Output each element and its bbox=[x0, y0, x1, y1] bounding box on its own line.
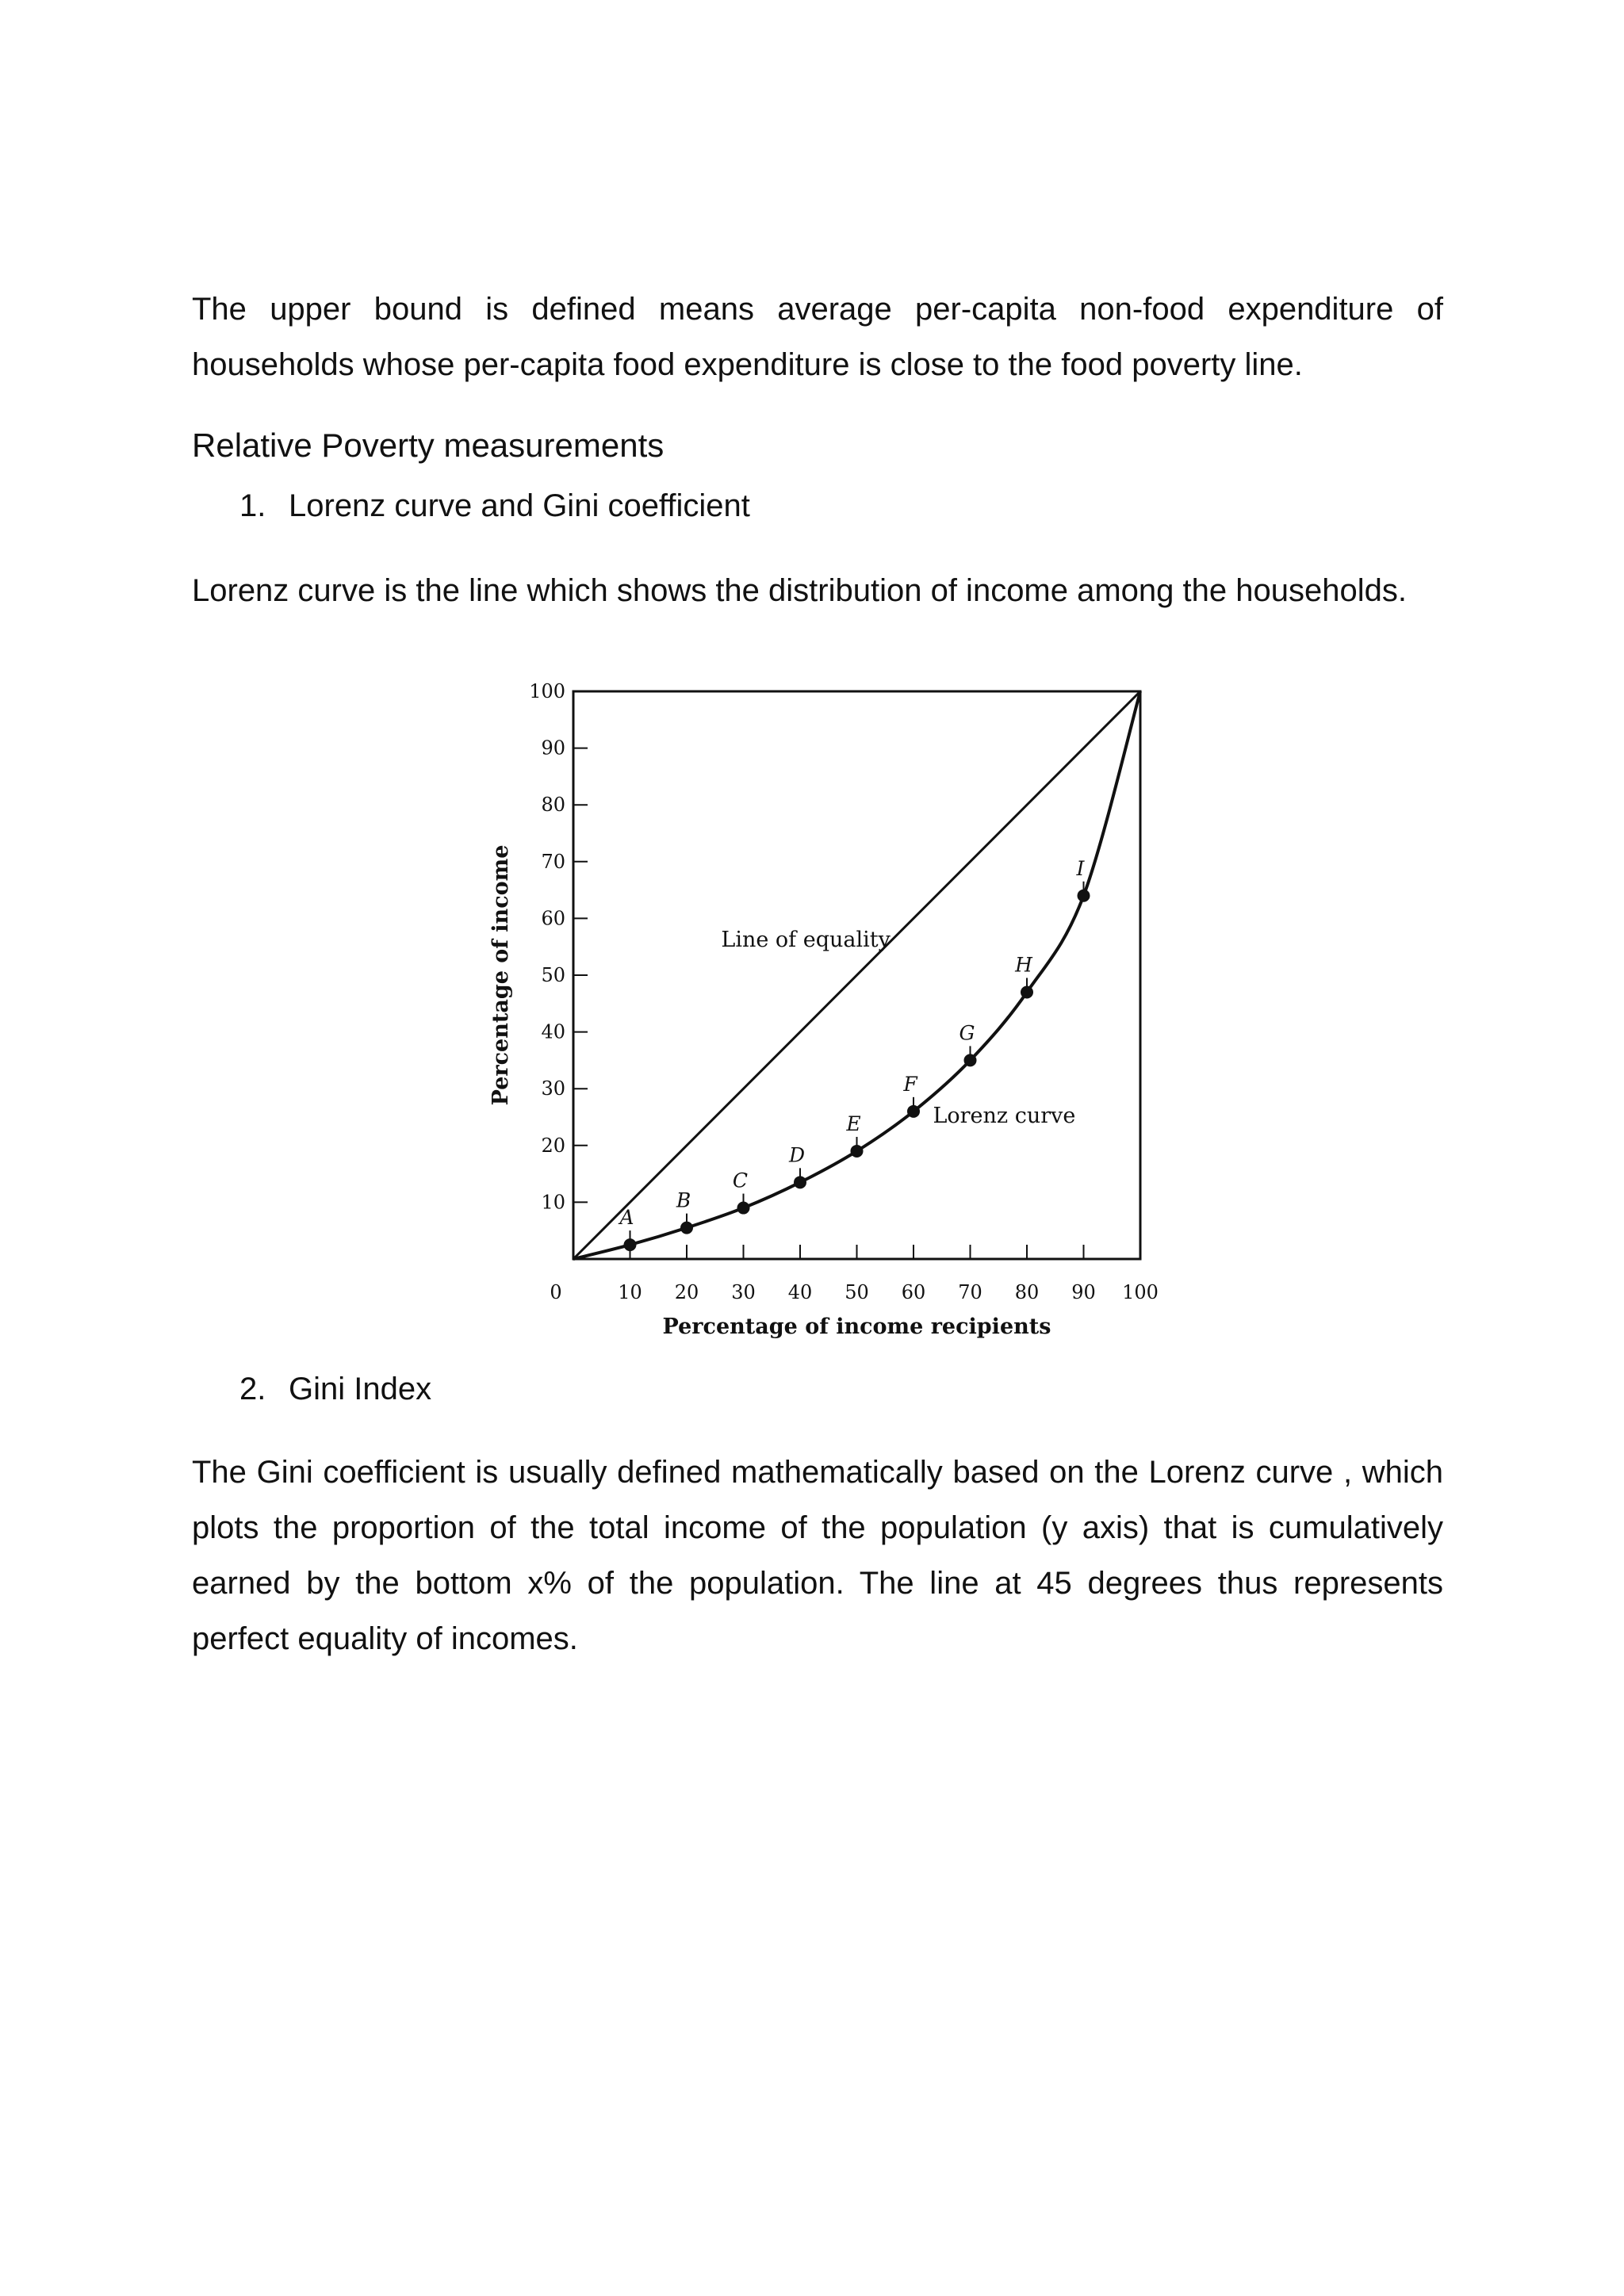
y-axis-title: Percentage of income bbox=[488, 844, 513, 1106]
y-tick-label: 50 bbox=[541, 964, 565, 986]
point-label-d: D bbox=[788, 1143, 806, 1167]
point-label-i: I bbox=[1076, 856, 1085, 880]
x-tick-label: 10 bbox=[618, 1281, 642, 1303]
y-tick-label: 30 bbox=[541, 1077, 565, 1100]
point-label-b: B bbox=[676, 1188, 691, 1212]
annotation-1: Lorenz curve bbox=[933, 1104, 1076, 1129]
points-layer bbox=[618, 857, 1090, 1251]
point-marker-e bbox=[851, 1145, 864, 1158]
y-tick-label: 10 bbox=[541, 1191, 565, 1214]
y-tick-label: 100 bbox=[529, 680, 565, 702]
point-marker-f bbox=[907, 1105, 920, 1118]
point-label-f: F bbox=[903, 1072, 917, 1096]
point-label-g: G bbox=[959, 1021, 975, 1045]
y-axis-ticks bbox=[529, 680, 588, 1213]
y-tick-label: 70 bbox=[541, 850, 565, 873]
point-label-h: H bbox=[1015, 953, 1032, 977]
x-tick-label: 60 bbox=[901, 1281, 926, 1303]
x-tick-label: 40 bbox=[787, 1281, 813, 1303]
list-text: Gini Index bbox=[289, 1372, 432, 1406]
x-tick-label: 90 bbox=[1071, 1281, 1096, 1303]
lorenz-definition-paragraph: Lorenz curve is the line which shows the distribution of income among the households. bbox=[192, 573, 1407, 608]
point-marker-h bbox=[1021, 985, 1033, 998]
list-text: Lorenz curve and Gini coefficient bbox=[289, 488, 750, 523]
point-label-e: E bbox=[846, 1112, 861, 1135]
x-tick-label: 50 bbox=[845, 1281, 869, 1303]
point-marker-g bbox=[964, 1054, 977, 1066]
list-item-2 bbox=[239, 1372, 431, 1407]
line-of-equality bbox=[573, 691, 1140, 1259]
x-tick-label: 100 bbox=[1122, 1281, 1159, 1303]
series-layer bbox=[573, 691, 1140, 1259]
point-marker-d bbox=[794, 1176, 806, 1188]
list-number: 2. bbox=[239, 1372, 266, 1406]
point-marker-a bbox=[624, 1238, 637, 1251]
section-heading: Relative Poverty measurements bbox=[192, 427, 665, 464]
x-tick-label: 30 bbox=[731, 1281, 756, 1303]
intro-paragraph: The upper bound is defined means average per-capita non-food expenditure of households whose per-capita food expenditure is close to the food poverty line. bbox=[192, 292, 1443, 382]
y-tick-label: 20 bbox=[541, 1134, 565, 1157]
list-number: 1. bbox=[239, 488, 266, 523]
list-item-1 bbox=[239, 488, 750, 524]
point-label-a: A bbox=[619, 1206, 634, 1230]
x-tick-label: 80 bbox=[1014, 1281, 1040, 1303]
x-tick-label: 20 bbox=[674, 1281, 699, 1303]
y-tick-label: 90 bbox=[541, 737, 565, 760]
x-tick-label: 70 bbox=[958, 1281, 982, 1303]
x-tick-label: 0 bbox=[550, 1281, 562, 1303]
point-marker-i bbox=[1078, 890, 1090, 902]
gini-paragraph: The Gini coefficient is usually defined mathematically based on the Lorenz curve , which plots the proportion of the total income of the population (y axis) that is cumulatively earned by the bottom x% of the population. The line at 45 degrees thus represents perfect equality of incomes. bbox=[192, 1455, 1443, 1656]
point-marker-c bbox=[737, 1202, 750, 1215]
y-tick-label: 60 bbox=[541, 907, 565, 930]
annotation-0: Line of equality bbox=[721, 928, 891, 953]
point-marker-b bbox=[680, 1222, 693, 1234]
point-label-c: C bbox=[732, 1169, 749, 1192]
x-axis-ticks bbox=[550, 1245, 1159, 1303]
y-tick-label: 40 bbox=[541, 1020, 565, 1043]
x-axis-title: Percentage of income recipients bbox=[662, 1314, 1051, 1339]
lorenz-curve-chart bbox=[476, 674, 1174, 1340]
y-tick-label: 80 bbox=[541, 794, 565, 817]
